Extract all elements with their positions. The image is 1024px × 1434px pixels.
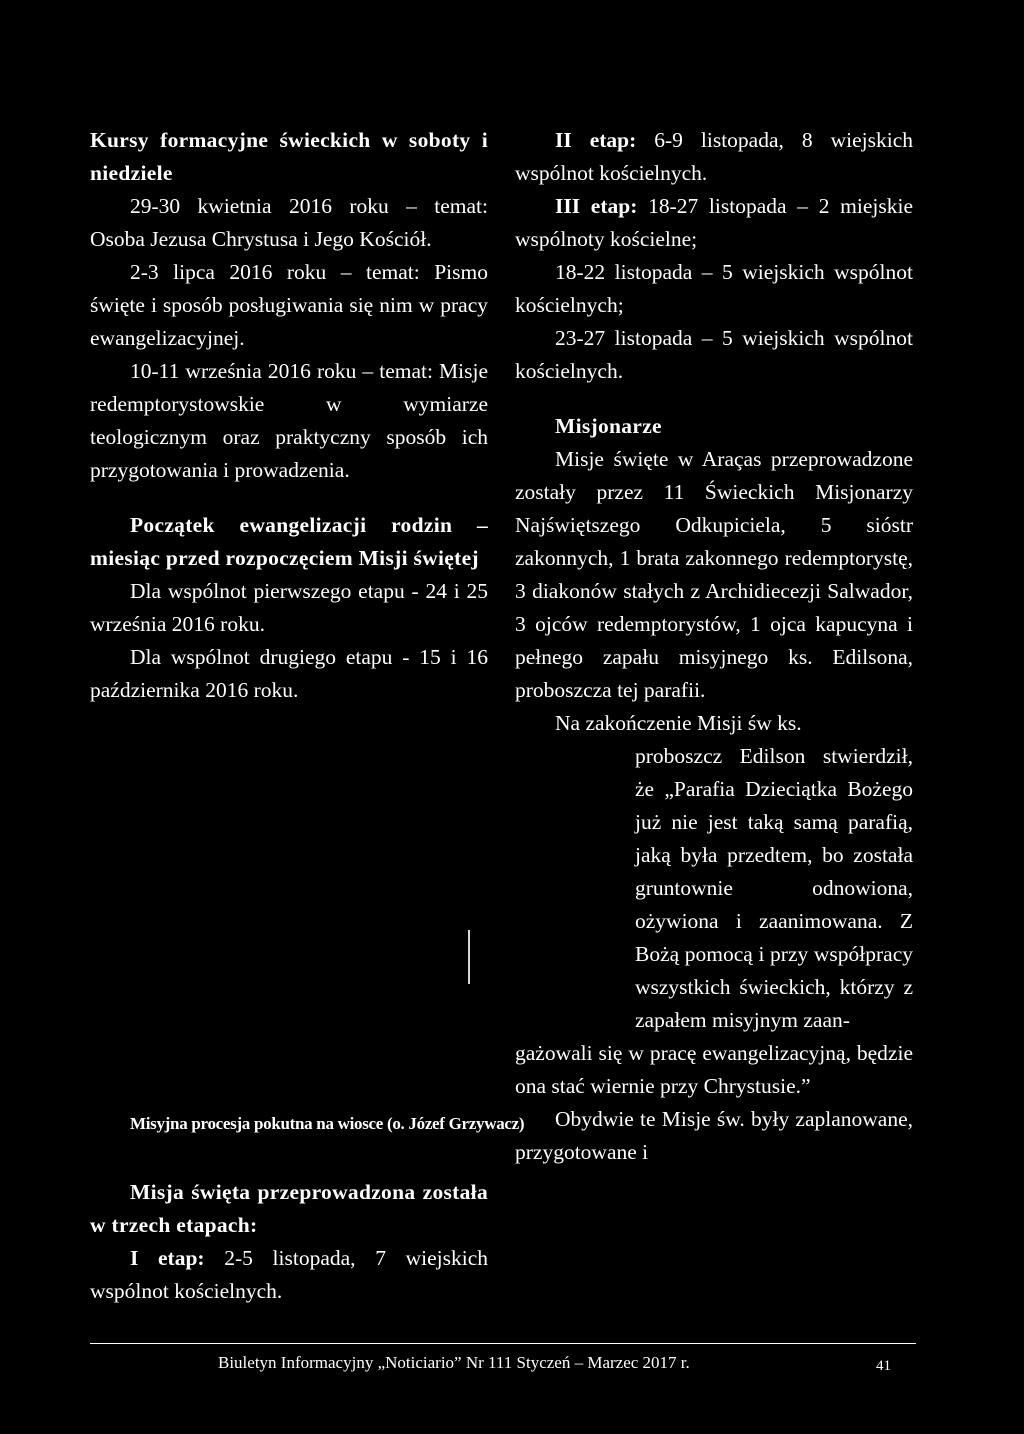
- photo-caption: Misyjna procesja pokutna na wiosce (o. Józef Grzywacz): [130, 1114, 525, 1133]
- missionaries-text: Misje święte w Araças przeprowadzone zostały przez 11 Świeckich Misjonarzy Najświętszego Odkupiciela, 5 sióstr zakonnych, 1 brata zakonnego redemptorystę, 3 diakonów stałych z Archidiecezji Salwador, 3 ojców redemptorystów, 1 ojca kapucyna i pełnego zapału misyjnego ks. Edilsona, proboszcza tej parafii.: [515, 447, 913, 702]
- stage-1-text: 2-5 listopada, 7 wiejskich wspólnot kościelnych.: [90, 1246, 489, 1303]
- stage-3-rural-b: 23-27 listopada – 5 wiejskich wspólnot kościelnych.: [515, 326, 913, 383]
- page-number: 41: [876, 1358, 891, 1374]
- spacer: [90, 487, 488, 509]
- closing-text: Obydwie te Misje św. były zaplanowane, przygotowane i: [515, 1107, 913, 1164]
- stage-1: [90, 1242, 488, 1308]
- stage-2-label: II etap:: [555, 128, 637, 152]
- family-item-2: Dla wspólnot drugiego etapu - 15 i 16 października 2016 roku.: [90, 645, 488, 702]
- stage-2: [515, 124, 913, 190]
- right-column: [515, 124, 913, 1169]
- courses-heading: Kursy formacyjne świeckich w soboty i niedziele: [90, 128, 488, 185]
- ending-quote-wide: gażowali się w pracę ewangelizacyjną, będzie ona stać wiernie przy Chrystusie.”: [515, 1041, 913, 1098]
- stages-heading: Misja święta przeprowadzona została w trzech etapach:: [90, 1180, 488, 1237]
- missionaries-heading: Misjonarze: [555, 414, 662, 438]
- stages-block: [90, 1176, 488, 1308]
- stage-3-text: 18-27 listopada – 2 miejskie wspólnoty kościelne;: [515, 194, 913, 251]
- course-item-1: 29-30 kwietnia 2016 roku – temat: Osoba Jezusa Chrystusa i Jego Kościół.: [90, 194, 488, 251]
- course-item-2: 2-3 lipca 2016 roku – temat: Pismo święte i sposób posługiwania się nim w pracy ewangelizacyjnej.: [90, 260, 488, 350]
- spacer: [515, 388, 913, 410]
- footer-publication: Biuletyn Informacyjny „Noticiario” Nr 111 Styczeń – Marzec 2017 r.: [218, 1353, 690, 1372]
- left-column: [90, 124, 488, 707]
- stage-3: [515, 190, 913, 256]
- course-item-3: 10-11 września 2016 roku – temat: Misje redemptorystowskie w wymiarze teologicznym oraz praktyczny sposób ich przygotowania i prowadzenia.: [90, 359, 488, 482]
- stage-3-rural-a: 18-22 listopada – 5 wiejskich wspólnot kościelnych;: [515, 260, 913, 317]
- stage-2-text: 6-9 listopada, 8 wiejskich wspólnot kościelnych.: [515, 128, 913, 185]
- photo-detail: [468, 930, 470, 984]
- stage-1-label: I etap:: [130, 1246, 205, 1270]
- family-item-1: Dla wspólnot pierwszego etapu - 24 i 25 września 2016 roku.: [90, 579, 488, 636]
- family-evangelization-heading: Początek ewangelizacji rodzin – miesiąc przed rozpoczęciem Misji świętej: [90, 513, 488, 570]
- stage-3-label: III etap:: [555, 194, 638, 218]
- ending-first-line: Na zakończenie Misji św ks.: [555, 711, 802, 735]
- ending-quote-narrow: proboszcz Edilson stwierdził, że „Parafia Dzieciątka Bożego już nie jest taką samą parafią, jaką była przedtem, bo została gruntownie odnowiona, ożywiona i zaanimowana. Z Bożą pomocą i przy współpracy wszystkich świeckich, którzy z zapałem misyjnym zaan-: [635, 744, 913, 1032]
- footer-divider: [90, 1343, 916, 1344]
